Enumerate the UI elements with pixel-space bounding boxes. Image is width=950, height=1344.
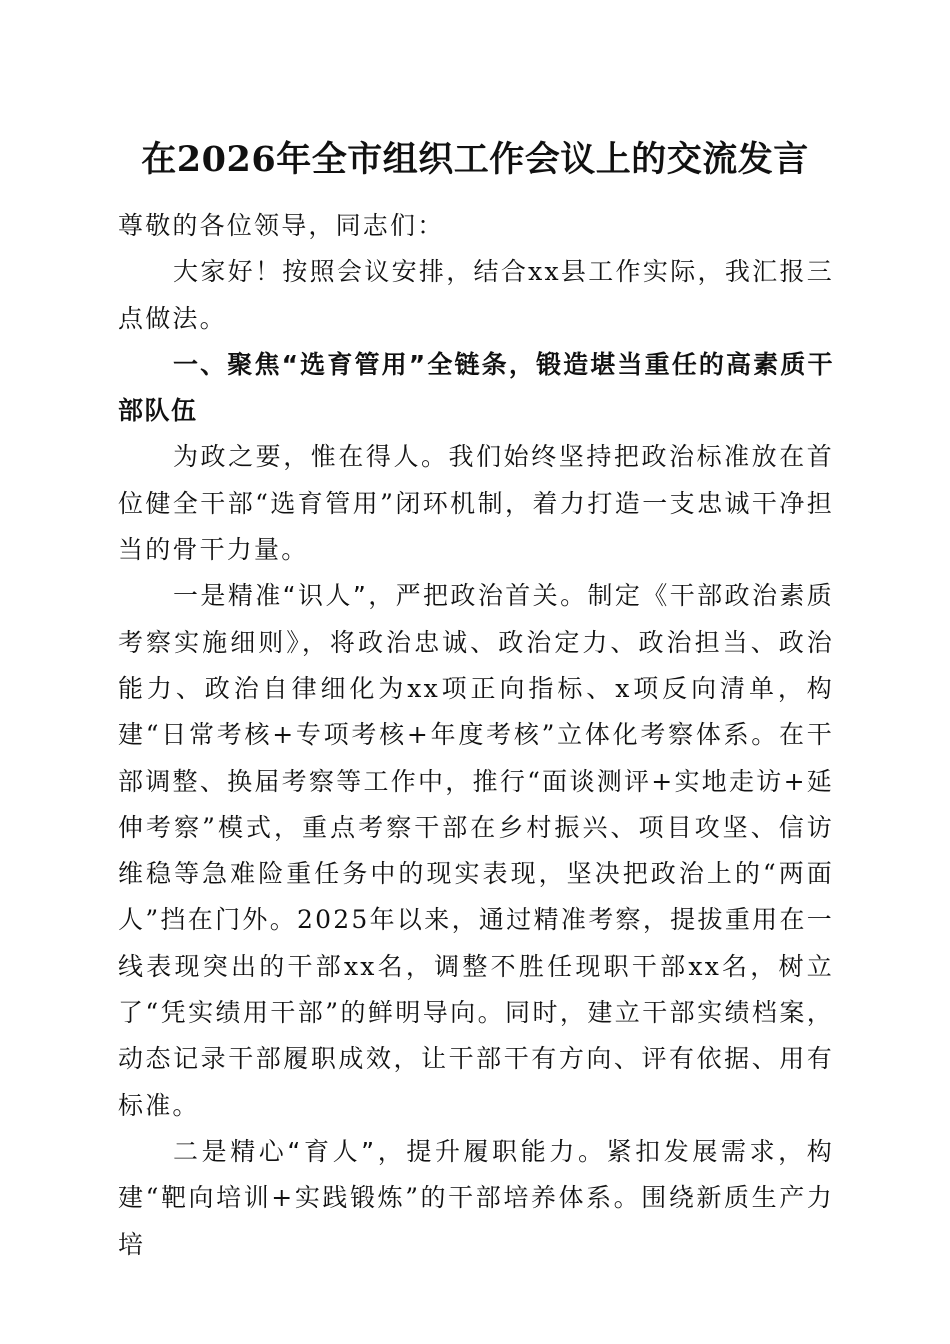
intro-paragraph: 大家好！按照会议安排，结合xx县工作实际，我汇报三点做法。 <box>118 257 834 333</box>
point-2-paragraph <box>118 1129 834 1268</box>
section-heading-1: 一、聚焦“选育管用”全链条，锻造堪当重任的高素质干部队伍 <box>118 349 834 426</box>
salutation: 尊敬的各位领导，同志们： <box>118 211 445 240</box>
point-1-paragraph <box>118 573 834 1129</box>
point-1-text: 制定《干部政治素质考察实施细则》，将政治忠诚、政治定力、政治担当、政治能力、政治自律细化为xx项正向指标、x项反向清单，构建“日常考核+专项考核+年度考核”立体化考察体系。在干部调整、换届考察等工作中，推行“面谈测评+实地走访+延伸考察”模式，重点考察干部在乡村振兴、项目攻坚、信访维稳等急难险重任务中的现实表现，坚决把政治上的“两面人”挡在门外。2025年以来，通过精准考察，提拔重用在一线表现突出的干部xx名，调整不胜任现职干部xx名，树立了“凭实绩用干部”的鲜明导向。同时，建立干部实绩档案，动态记录干部履职成效，让干部干有方向、评有依据、用有标准。 <box>118 581 834 1120</box>
section-1-paragraph: 为政之要，惟在得人。我们始终坚持把政治标准放在首位健全干部“选育管用”闭环机制，着力打造一支忠诚干净担当的骨干力量。 <box>118 442 834 565</box>
point-1-lead: 一是精准“识人”，严把政治首关。 <box>173 581 588 611</box>
document-body <box>118 203 834 1268</box>
point-2-text: 紧扣发展需求，构建“靶向培训+实践锻炼”的干部培养体系。围绕新质生产力培 <box>118 1136 834 1259</box>
document-title: 在2026年全市组织工作会议上的交流发言 <box>141 139 809 180</box>
point-2-lead: 二是精心“育人”，提升履职能力。 <box>173 1136 607 1166</box>
